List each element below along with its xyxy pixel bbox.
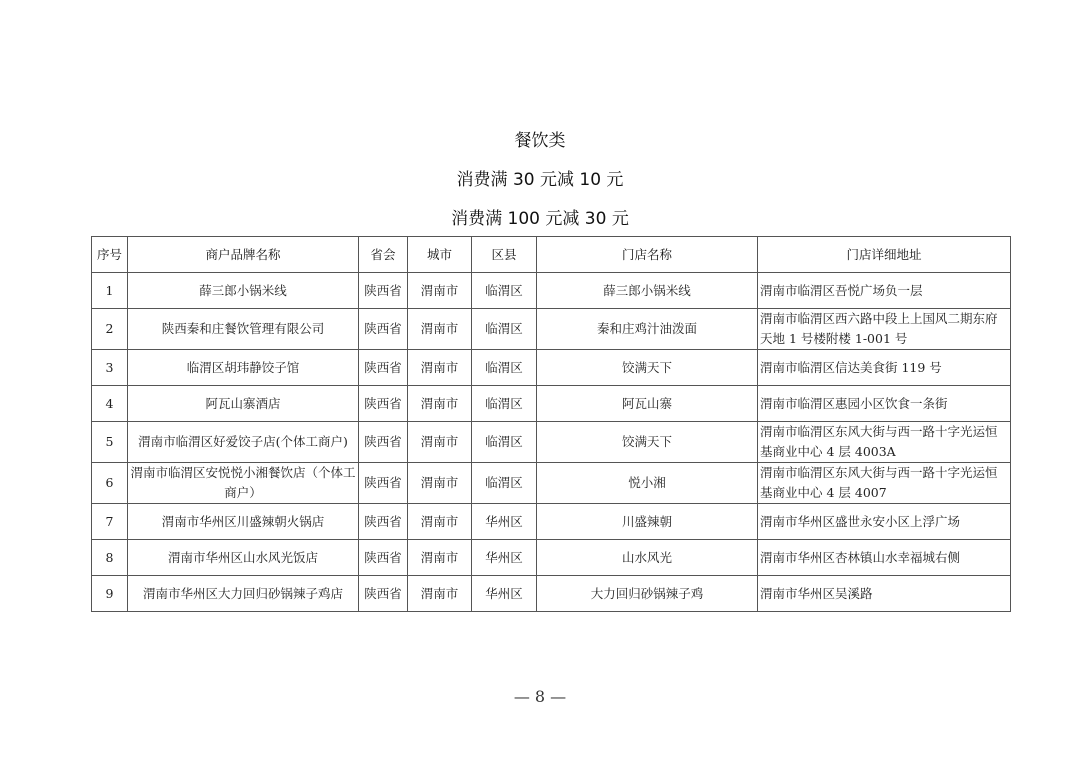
cell-district: 临渭区 [472,273,537,309]
header-no: 序号 [92,237,128,273]
cell-no: 1 [92,273,128,309]
cell-province: 陕西省 [359,504,408,540]
cell-store: 秦和庄鸡汁油泼面 [537,309,758,350]
cell-city: 渭南市 [408,576,472,612]
cell-city: 渭南市 [408,309,472,350]
cell-district: 临渭区 [472,309,537,350]
cell-store: 川盛辣朝 [537,504,758,540]
header-district: 区县 [472,237,537,273]
cell-brand: 阿瓦山寨酒店 [128,386,359,422]
cell-province: 陕西省 [359,386,408,422]
table-row [92,504,1011,540]
cell-no: 9 [92,576,128,612]
cell-store: 饺满天下 [537,350,758,386]
page-number: — 8 — [513,687,567,706]
cell-address: 渭南市临渭区东风大街与西一路十字光运恒基商业中心 4 层 4007 [758,463,1011,504]
cell-address: 渭南市临渭区西六路中段上上国风二期东府天地 1 号楼附楼 1-001 号 [758,309,1011,350]
cell-province: 陕西省 [359,309,408,350]
cell-city: 渭南市 [408,273,472,309]
cell-address: 渭南市华州区吴溪路 [758,576,1011,612]
cell-province: 陕西省 [359,576,408,612]
cell-store: 山水风光 [537,540,758,576]
category-title: 餐饮类 [514,131,566,151]
cell-brand: 陕西秦和庄餐饮管理有限公司 [128,309,359,350]
cell-city: 渭南市 [408,463,472,504]
cell-district: 临渭区 [472,422,537,463]
cell-address: 渭南市华州区盛世永安小区上浮广场 [758,504,1011,540]
cell-no: 7 [92,504,128,540]
cell-no: 4 [92,386,128,422]
cell-brand: 薛三郎小锅米线 [128,273,359,309]
cell-no: 3 [92,350,128,386]
cell-store: 饺满天下 [537,422,758,463]
cell-province: 陕西省 [359,463,408,504]
table-row [92,350,1011,386]
table-row [92,422,1011,463]
cell-address: 渭南市临渭区惠园小区饮食一条街 [758,386,1011,422]
header-store: 门店名称 [537,237,758,273]
cell-store: 薛三郎小锅米线 [537,273,758,309]
cell-province: 陕西省 [359,350,408,386]
cell-district: 华州区 [472,504,537,540]
cell-city: 渭南市 [408,540,472,576]
cell-store: 阿瓦山寨 [537,386,758,422]
header-province: 省会 [359,237,408,273]
cell-province: 陕西省 [359,273,408,309]
cell-city: 渭南市 [408,386,472,422]
cell-district: 华州区 [472,576,537,612]
cell-address: 渭南市临渭区东风大街与西一路十字光运恒基商业中心 4 层 4003A [758,422,1011,463]
header-city: 城市 [408,237,472,273]
table-row [92,309,1011,350]
offer-line-1: 消费满 30 元减 10 元 [456,170,624,190]
header-brand: 商户品牌名称 [128,237,359,273]
cell-district: 临渭区 [472,386,537,422]
cell-brand: 渭南市华州区山水风光饭店 [128,540,359,576]
cell-address: 渭南市临渭区信达美食街 119 号 [758,350,1011,386]
cell-no: 5 [92,422,128,463]
table-header-row [92,237,1011,273]
cell-no: 6 [92,463,128,504]
cell-address: 渭南市临渭区吾悦广场负一层 [758,273,1011,309]
merchant-table [91,236,1011,612]
cell-district: 临渭区 [472,350,537,386]
cell-no: 2 [92,309,128,350]
cell-brand: 渭南市华州区川盛辣朝火锅店 [128,504,359,540]
cell-province: 陕西省 [359,540,408,576]
cell-city: 渭南市 [408,350,472,386]
cell-city: 渭南市 [408,504,472,540]
cell-address: 渭南市华州区杏林镇山水幸福城右侧 [758,540,1011,576]
table-row [92,540,1011,576]
cell-store: 大力回归砂锅辣子鸡 [537,576,758,612]
cell-province: 陕西省 [359,422,408,463]
table-row [92,273,1011,309]
cell-district: 华州区 [472,540,537,576]
table-row [92,463,1011,504]
cell-brand: 渭南市华州区大力回归砂锅辣子鸡店 [128,576,359,612]
cell-brand: 临渭区胡玮静饺子馆 [128,350,359,386]
cell-district: 临渭区 [472,463,537,504]
cell-brand: 渭南市临渭区安悦悦小湘餐饮店（个体工商户） [128,463,359,504]
table-row [92,576,1011,612]
cell-store: 悦小湘 [537,463,758,504]
cell-no: 8 [92,540,128,576]
header-address: 门店详细地址 [758,237,1011,273]
cell-city: 渭南市 [408,422,472,463]
table-row [92,386,1011,422]
offer-line-2: 消费满 100 元减 30 元 [451,209,629,229]
cell-brand: 渭南市临渭区好爱饺子店(个体工商户) [128,422,359,463]
